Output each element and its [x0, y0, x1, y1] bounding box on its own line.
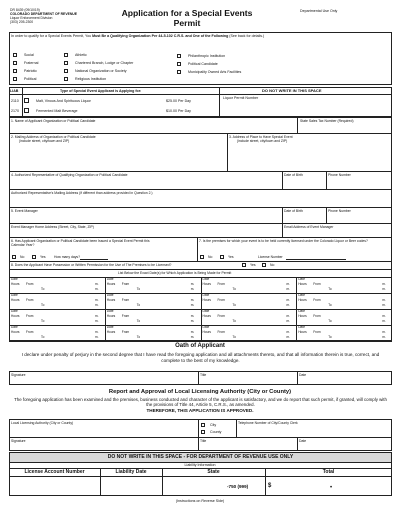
- total-header: Total: [322, 469, 335, 475]
- intro-text: In order to qualify for a Special Events Permit, You Must Be a Qualifying Organization Per 44-5-102 C.R.S. and One of the Following (See back for details.): [11, 34, 265, 38]
- fermented-malt-checkbox[interactable]: [24, 108, 29, 113]
- from-m-label: m.: [382, 282, 386, 286]
- from-m-label: m.: [382, 298, 386, 302]
- date-label: Date: [298, 309, 305, 313]
- from-label: From: [26, 314, 34, 318]
- date-cell-3-2[interactable]: [105, 309, 201, 325]
- field-3-sub: (include street, city/town and ZIP): [237, 139, 288, 143]
- from-m-label: m.: [286, 298, 291, 302]
- oath-signature-label: Signature: [11, 373, 26, 377]
- from-m-label: m.: [286, 282, 291, 286]
- from-label: From: [217, 314, 225, 318]
- religious-institution-checkbox[interactable]: [64, 77, 68, 81]
- to-m-label: m.: [95, 287, 99, 291]
- q6-no-checkbox[interactable]: [12, 255, 16, 259]
- athletic-label: Athletic: [75, 53, 87, 57]
- to-m-label: m.: [382, 335, 386, 339]
- fermented-malt-label: Fermented Malt Beverage: [36, 109, 78, 113]
- local-authority-label: Local Licensing Authority (City or County): [11, 421, 74, 425]
- to-m-label: m.: [190, 319, 195, 323]
- to-label: To: [232, 335, 236, 339]
- date-cell-3-3[interactable]: [201, 309, 297, 325]
- to-label: To: [41, 287, 45, 291]
- national-organization-checkbox[interactable]: [64, 69, 68, 73]
- municipality-arts-checkbox[interactable]: [177, 70, 181, 74]
- date-cell-4-4[interactable]: [296, 325, 392, 341]
- date-cell-3-1[interactable]: [9, 309, 105, 325]
- manager-address-label: Event Manager Home Address (Street, City, State, ZIP): [11, 225, 94, 229]
- from-m-label: m.: [382, 330, 386, 334]
- q8-no-checkbox[interactable]: [262, 263, 266, 267]
- malt-vinous-label: Malt, Vinous And Spirituous Liquor: [36, 99, 91, 103]
- hours-label: Hours: [202, 314, 212, 318]
- from-m-label: m.: [95, 330, 99, 334]
- form-number: DR 8439 (09/10/19): [10, 8, 40, 12]
- from-label: From: [121, 314, 130, 318]
- to-m-label: m.: [95, 303, 99, 307]
- from-m-label: m.: [95, 298, 99, 302]
- from-m-label: m.: [95, 314, 99, 318]
- state-amount: -750 (999): [227, 484, 249, 489]
- from-label: From: [26, 298, 34, 302]
- local-title-label: Title: [200, 439, 207, 443]
- hours-label: Hours: [11, 330, 20, 334]
- hours-label: Hours: [11, 298, 20, 302]
- from-m-label: m.: [190, 314, 195, 318]
- hours-label: Hours: [106, 330, 116, 334]
- patriotic-label: Patriotic: [24, 69, 37, 73]
- from-m-label: m.: [286, 314, 291, 318]
- instructions-note: (Instructions on Reverse Side): [175, 499, 225, 503]
- date-cell-1-1[interactable]: [9, 277, 105, 293]
- page-title: Application for a Special Events Permit: [121, 8, 253, 29]
- hours-label: Hours: [298, 330, 307, 334]
- to-label: To: [232, 303, 236, 307]
- to-label: To: [136, 319, 141, 323]
- from-m-label: m.: [286, 330, 291, 334]
- q7-no-checkbox[interactable]: [200, 255, 204, 259]
- date-cell-4-2[interactable]: [105, 325, 201, 341]
- to-m-label: m.: [382, 303, 386, 307]
- manager-dob-label: Date of Birth: [284, 209, 303, 213]
- to-m-label: m.: [190, 335, 195, 339]
- to-label: To: [41, 335, 45, 339]
- q8-yes-label: Yes: [250, 263, 256, 267]
- from-label: From: [217, 298, 225, 302]
- social-label: Social: [24, 53, 34, 57]
- local-approval-text: The foregoing application has been examined and the premises, business conducted and character of the applicant is satisfactory, and we do report that such permit, if granted, will comply with the provisions of Title 44, Article 5, C.R.S., as amended.: [14, 397, 387, 408]
- to-m-label: m.: [95, 319, 99, 323]
- from-m-label: m.: [382, 314, 386, 318]
- to-label: To: [328, 335, 332, 339]
- hours-label: Hours: [298, 314, 307, 318]
- to-label: To: [136, 303, 141, 307]
- political-candidate-label: Political Candidate: [188, 62, 218, 66]
- rep-phone-label: Phone Number: [328, 173, 351, 177]
- from-label: From: [217, 282, 225, 286]
- from-label: From: [121, 330, 130, 334]
- oath-title: Oath of Applicant: [175, 343, 225, 349]
- date-cell-1-4[interactable]: [296, 277, 392, 293]
- date-cell-2-1[interactable]: [9, 293, 105, 309]
- religious-institution-label: Religious Institution: [75, 77, 107, 81]
- from-label: From: [313, 330, 321, 334]
- q7-no-label: No: [208, 255, 213, 259]
- malt-vinous-checkbox[interactable]: [24, 98, 29, 103]
- manager-phone-label: Phone Number: [328, 209, 351, 213]
- national-organization-label: National Organization or Society: [75, 69, 127, 73]
- manager-email-label: Email Address of Event Manager: [284, 225, 334, 229]
- to-m-label: m.: [382, 319, 386, 323]
- date-label: Date: [298, 325, 305, 329]
- political-label: Political: [24, 77, 37, 81]
- patriotic-checkbox[interactable]: [13, 69, 17, 73]
- to-m-label: m.: [286, 303, 291, 307]
- hours-label: Hours: [298, 298, 307, 302]
- date-label: Date: [298, 277, 305, 281]
- hours-label: Hours: [298, 282, 307, 286]
- liab-code-2170: 2170: [11, 109, 19, 113]
- hours-label: Hours: [106, 298, 116, 302]
- to-m-label: m.: [382, 287, 386, 291]
- clerk-phone-label: Telephone Number of City/County Clerk: [238, 421, 298, 425]
- field-8-label: 8. Does the Applicant Have Possession or Written Permission for the Use of The Premises to be Licensed?: [11, 263, 172, 267]
- total-dollar-sign: $: [268, 483, 272, 489]
- local-date-label: Date: [299, 439, 307, 443]
- to-label: To: [41, 303, 45, 307]
- fermented-malt-price: $10.00 Per Day: [166, 109, 191, 113]
- q6-yes-checkbox[interactable]: [32, 255, 36, 259]
- date-label: Date: [106, 277, 114, 281]
- from-label: From: [121, 282, 130, 286]
- date-cell-4-3[interactable]: [201, 325, 297, 341]
- social-checkbox[interactable]: [13, 53, 17, 57]
- from-m-label: m.: [190, 298, 195, 302]
- local-approval-title: Report and Approval of Local Licensing Authority (City or County): [108, 389, 292, 395]
- fraternal-checkbox[interactable]: [13, 61, 17, 65]
- liab-type-header: Type of Special Event Applicant is Applying for:: [60, 89, 142, 93]
- to-label: To: [41, 319, 45, 323]
- to-m-label: m.: [190, 303, 195, 307]
- dor-title: DO NOT WRITE IN THIS SPACE - FOR DEPARTMENT OF REVENUE USE ONLY: [107, 454, 294, 460]
- q7-yes-label: Yes: [228, 255, 234, 259]
- city-checkbox[interactable]: [201, 423, 205, 427]
- political-candidate-checkbox[interactable]: [177, 62, 181, 66]
- to-label: To: [232, 319, 236, 323]
- to-label: To: [328, 319, 332, 323]
- license-number-label: License Number: [258, 255, 283, 259]
- rep-dob-label: Date of Birth: [284, 173, 303, 177]
- chartered-branch-checkbox[interactable]: [64, 61, 68, 65]
- q8-yes-checkbox[interactable]: [242, 263, 246, 267]
- division-phone: (303) 205-2300: [10, 20, 34, 24]
- date-row-divider: [9, 341, 392, 342]
- date-cell-2-2[interactable]: [105, 293, 201, 309]
- chartered-branch-label: Chartered Branch, Lodge or Chapter: [75, 61, 134, 65]
- field-1-label: 1. Name of Applicant Organization or Political Candidate: [11, 119, 96, 123]
- liquor-permit-number-label: Liquor Permit Number: [223, 96, 259, 100]
- local-signature-label: Signature: [11, 439, 26, 443]
- department-name: COLORADO DEPARTMENT OF REVENUE: [10, 12, 77, 16]
- hours-label: Hours: [11, 314, 20, 318]
- date-cell-4-1[interactable]: [9, 325, 105, 341]
- date-label: Date: [11, 293, 18, 297]
- date-label: Date: [11, 325, 18, 329]
- q6-yes-label: Yes: [40, 255, 46, 259]
- state-header: State: [207, 469, 220, 475]
- date-cell-2-4[interactable]: [296, 293, 392, 309]
- county-checkbox[interactable]: [201, 430, 205, 434]
- date-label: Date: [11, 277, 18, 281]
- to-m-label: m.: [286, 287, 291, 291]
- date-cell-1-3[interactable]: [201, 277, 297, 293]
- from-m-label: m.: [95, 282, 99, 286]
- field-3-label: 3. Address of Place to Have Special Event: [229, 135, 293, 139]
- liab-code-2110: 2110: [11, 99, 19, 103]
- rep-mailing-label: Authorized Representative's Mailing Address (if different than address provided in Question 2.): [11, 191, 153, 195]
- hours-label: Hours: [106, 282, 116, 286]
- date-label: Date: [106, 309, 114, 313]
- from-m-label: m.: [190, 282, 195, 286]
- license-account-number-header: License Account Number: [24, 469, 85, 475]
- from-label: From: [26, 330, 34, 334]
- field-2-sub: (include street, city/town and ZIP): [19, 139, 70, 143]
- dept-use-only-label: Departmental Use Only: [300, 9, 338, 13]
- fraternal-label: Fraternal: [24, 61, 39, 65]
- to-label: To: [136, 335, 141, 339]
- date-cell-1-2[interactable]: [105, 277, 201, 293]
- q8-no-label: No: [270, 263, 275, 267]
- from-label: From: [313, 282, 321, 286]
- date-list-label: List Below the Exact Date(s) for Which Application is Being Made for Permit: [118, 271, 232, 275]
- to-label: To: [328, 287, 332, 291]
- political-checkbox[interactable]: [13, 77, 17, 81]
- division-name: Liquor Enforcement Division: [10, 16, 53, 20]
- date-label: Date: [202, 293, 210, 297]
- oath-date-label: Date: [299, 373, 307, 377]
- field-4-label: 4. Authorized Representative of Qualifying Organization or Political Candidate: [11, 173, 128, 177]
- from-m-label: m.: [190, 330, 195, 334]
- to-m-label: m.: [286, 319, 291, 323]
- from-label: From: [26, 282, 34, 286]
- to-label: To: [232, 287, 236, 291]
- field-5-label: 5. Event Manager: [11, 209, 38, 213]
- date-label: Date: [202, 277, 210, 281]
- from-label: From: [313, 298, 321, 302]
- city-label: City: [210, 423, 217, 427]
- date-label: Date: [106, 325, 114, 329]
- field-6-label: 6. Has Applicant Organization or Political Candidate been Issued a Special Event Permit this Calendar Year?: [11, 239, 150, 247]
- how-many-days-label: How many days?: [54, 255, 81, 259]
- to-m-label: m.: [190, 287, 195, 291]
- municipality-arts-label: Municipality Owned Arts Facilities: [188, 70, 242, 74]
- date-label: Date: [202, 325, 210, 329]
- county-label: County: [210, 430, 222, 434]
- to-m-label: m.: [286, 335, 291, 339]
- date-label: Date: [106, 293, 114, 297]
- athletic-checkbox[interactable]: [64, 53, 68, 57]
- date-label: Date: [202, 309, 210, 313]
- hours-label: Hours: [202, 330, 212, 334]
- q6-no-label: No: [20, 255, 25, 259]
- date-col-divider: [296, 277, 297, 341]
- approved-statement: THEREFORE, THIS APPLICATION IS APPROVED.: [146, 408, 254, 413]
- date-label: Date: [11, 309, 18, 313]
- to-m-label: m.: [95, 335, 99, 339]
- liab-code-header: LIAB: [10, 89, 19, 93]
- hours-label: Hours: [202, 282, 212, 286]
- hours-label: Hours: [106, 314, 116, 318]
- philanthropic-checkbox[interactable]: [177, 54, 181, 58]
- from-label: From: [217, 330, 225, 334]
- from-label: From: [121, 298, 130, 302]
- field-2-label: 2. Mailing Address of Organization or Political Candidate: [11, 135, 96, 139]
- state-sales-tax-label: State Sales Tax Number (Required): [300, 119, 354, 123]
- to-label: To: [136, 287, 141, 291]
- date-label: Date: [298, 293, 305, 297]
- date-col-divider: [105, 277, 106, 341]
- q7-yes-checkbox[interactable]: [220, 255, 224, 259]
- date-cell-3-4[interactable]: [296, 309, 392, 325]
- malt-vinous-price: $25.00 Per Day: [166, 99, 191, 103]
- philanthropic-label: Philanthropic Institution: [188, 54, 226, 58]
- do-not-write-label: DO NOT WRITE IN THIS SPACE: [262, 88, 322, 93]
- from-label: From: [313, 314, 321, 318]
- oath-title-label: Title: [200, 373, 207, 377]
- date-col-divider: [201, 277, 202, 341]
- to-label: To: [328, 303, 332, 307]
- hours-label: Hours: [202, 298, 212, 302]
- field-7-label: 7. Is the premises for which your event is to be held currently licensed under the Colorado Liquor or Beer codes?: [199, 239, 368, 243]
- liability-info-label: Liability Information: [184, 463, 216, 467]
- license-number-line[interactable]: [286, 259, 346, 260]
- how-many-days-line[interactable]: [80, 259, 108, 260]
- liability-date-header: Liability Date: [115, 469, 147, 475]
- total-dot: •: [330, 485, 333, 491]
- oath-text: I declare under penalty of perjury in the second degree that I have read the foregoing application and all attachments thereto, and that all information therein is true, correct, and complete to the best of my knowledge.: [21, 352, 380, 363]
- hours-label: Hours: [11, 282, 20, 286]
- date-cell-2-3[interactable]: [201, 293, 297, 309]
